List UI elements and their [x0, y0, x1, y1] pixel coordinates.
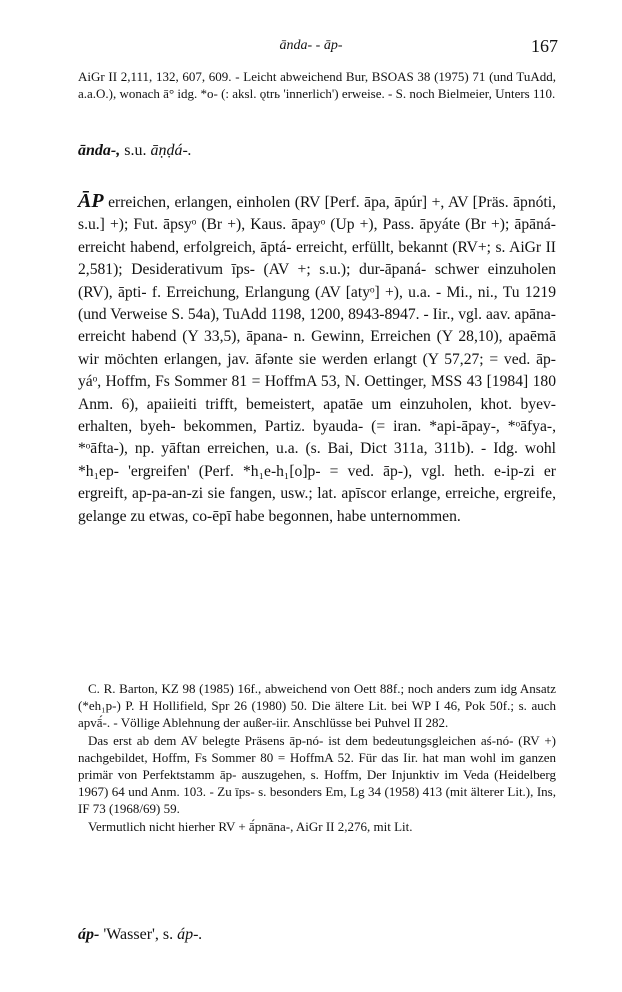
entry-lemma: áp- [78, 926, 100, 943]
references-continued: AiGr II 2,111, 132, 607, 609. - Leicht abweichend Bur, BSOAS 38 (1975) 71 (und TuAdd, a.a.O.), wonach ā° idg. *o- (: aksl. ǫtrь 'innerlich') erweise. - S. noch Bielmeier, Unters 110. [78, 69, 556, 102]
entry-body: erreichen, erlangen, einholen (RV [Perf. āpa, āpúr] +, AV [Präs. āpnóti, s.u.] +); Fut. āpsyᵒ (Br +), Kaus. āpayᵒ (Up +), Pass. āpyáte (Br +); āpāná- erreicht habend, erfolgreich, āptá- erreicht, erfüllt, bekannt (RV+; s. AiGr II 2,581); Desiderativum īps- (AV +; s.u.); dur-āpaná- schwer einzuholen (RV), āpti- f. Erreichung, Erlangung (AV [atyᵒ] +), u.a. - Mi., ni., Tu 1219 (und Verweise S. 54a), TuAdd 1198, 1200, 8943-8947. - Iir., vgl. aav. apāna- erreicht habend (Y 33,5), āpana- n. Gewinn, Erreichen (Y 28,10), apaēmā wir möchten erlangen, jav. āfənte sie werden erlangt (Y 57,27; = ved. āp-yáᵒ, Hoffm, Fs Sommer 81 = HoffmA 53, N. Oettinger, MSS 43 [1984] 180 Anm. 6), apaiieiti trifft, bemeistert, apatāe um einzuholen, khot. byev- erhalten, byeh- bekommen, Partiz. byauda- (= iran. *api-āpay-, *ᵒāfya-, *ᵒāfta-), np. yāftan erreichen, u.a. (s. Bai, Dict 311a, 311b). - Idg. wohl *h₁ep- 'ergreifen' (Perf. *h₁e-h₁[o]p- = ved. āp-), vgl. heth. e-ip-zi er ergreift, ap-pa-an-zi sie fangen, usw.; lat. apīscor erlange, erreiche, ergreife, gelange zu etwas, co-ēpī habe begonnen, habe unternommen. [78, 194, 556, 525]
entry-ap [78, 190, 556, 528]
page-number: 167 [531, 36, 558, 56]
entry-text: 'Wasser', s. [99, 926, 178, 943]
entry-text: s.u. [120, 142, 151, 159]
entry-notes [78, 680, 556, 835]
entry-lemma: ĀP [78, 190, 104, 212]
running-head: ānda- - āp- [279, 38, 343, 53]
note-paragraph: Das erst ab dem AV belegte Präsens āp-nó- ist dem bedeutungsgleichen aś-nó- (RV +) nachgebildet, Hoffm, Fs Sommer 80 = HoffmA 52. Für das Iir. hat man wohl im ganzen primär von Perfektstamm āp- auszugehen, s. Hoffm, Der Injunktiv im Veda (Heidelberg 1967) 64 und Anm. 103. - Zu īps- s. besonders Em, Lg 34 (1958) 413 (mit älterer Lit.), Ins, IF 73 (1968/69) 59. [78, 732, 556, 817]
note-paragraph: Vermutlich nicht hierher RV + ā́pnāna-, AiGr II 2,276, mit Lit. [88, 818, 413, 834]
note-paragraph: C. R. Barton, KZ 98 (1985) 16f., abweichend von Oett 88f.; noch anders zum idg Ansatz (*eh₁p-) P. H Hollifield, Spr 26 (1980) 50. Die ältere Lit. bei WP I 46, Pok 50f.; s. auch apvā́-. - Völlige Ablehnung der außer-iir. Anschlüsse bei Puhvel II 282. [78, 681, 556, 731]
entry-anda [78, 140, 556, 162]
entry-ap-water [78, 924, 556, 946]
cross-reference: āṇḍá-. [150, 142, 192, 159]
page-header [0, 36, 622, 60]
cross-reference: áp-. [177, 926, 203, 943]
entry-lemma: ānda-, [78, 142, 121, 159]
